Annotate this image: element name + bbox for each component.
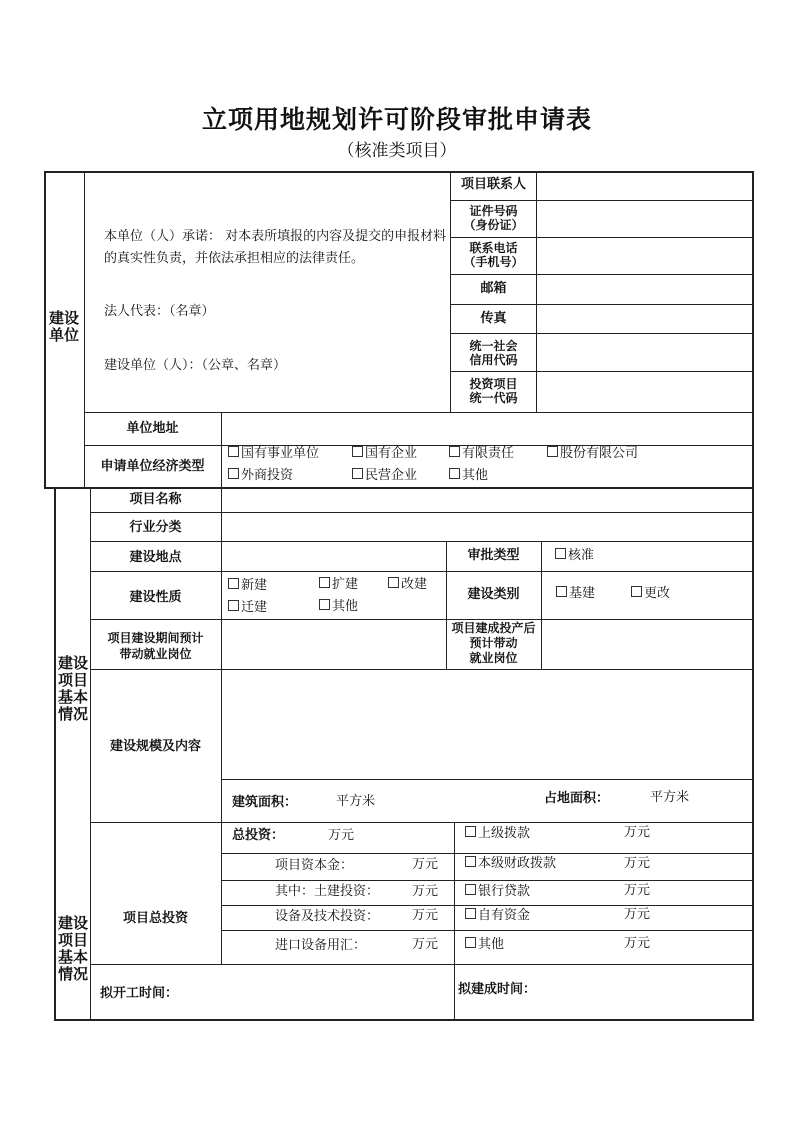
checkbox-box[interactable] [449,446,460,457]
total-investment-field-label: 总投资： [232,828,285,843]
unit-wanyuan: 万元 [412,857,439,872]
checkbox-new-build[interactable]: 新建 [228,578,267,594]
checkbox-relocate[interactable]: 迁建 [228,600,267,616]
industry-label: 行业分类 [129,520,182,535]
economic-type-label: 申请单位经济类型 [100,459,205,474]
unit-wanyuan: 万元 [624,907,651,922]
approval-type-label: 审批类型 [467,548,520,563]
unit-wanyuan: 万元 [412,884,439,899]
checkbox-state-institution[interactable]: 国有事业单位 [228,446,319,462]
checkbox-box[interactable] [319,577,330,588]
checkbox-bank-loan[interactable]: 银行贷款 [465,884,530,900]
jobs-during-label: 项目建设期间预计 带动就业岗位 [107,631,204,661]
start-time-label: 拟开工时间： [100,986,179,1001]
checkbox-box[interactable] [465,937,476,948]
checkbox-joint-stock[interactable]: 股份有限公司 [547,446,638,462]
civil-investment-label: 其中：土建投资： [275,884,380,899]
checkbox-box[interactable] [465,908,476,919]
checkbox-other-type[interactable]: 其他 [449,468,488,484]
email-label: 邮箱 [480,281,507,296]
checkbox-local-fiscal-funding[interactable]: 本级财政拨款 [465,856,556,872]
section-label-project: 建设项目基本情况 [57,654,88,723]
checkbox-renovation[interactable]: 更改 [631,586,670,602]
unit-wanyuan: 万元 [624,825,651,840]
checkbox-box[interactable] [388,577,399,588]
unit-wanyuan: 万元 [412,937,439,952]
project-name-label: 项目名称 [129,492,182,507]
floor-area-unit: 平方米 [336,794,376,809]
category-label: 建设类别 [467,587,520,602]
checkbox-foreign-investment[interactable]: 外商投资 [228,468,293,484]
checkbox-capital-construction[interactable]: 基建 [556,586,595,602]
checkbox-box[interactable] [465,826,476,837]
page-title: 立项用地规划许可阶段审批申请表 [201,105,592,134]
pledge-text: 本单位（人）承诺： 对本表所填报的内容及提交的申报材料的真实性负责，并依法承担相应的法律责任。 [104,229,447,266]
checkbox-box[interactable] [352,468,363,479]
finish-time-label: 拟建成时间： [458,982,537,997]
checkbox-expand[interactable]: 扩建 [319,577,358,593]
unit-wanyuan: 万元 [328,828,355,843]
fax-label: 传真 [480,311,507,326]
jobs-after-label: 项目建成投产后 预计带动 就业岗位 [451,621,536,665]
checkbox-rebuild[interactable]: 改建 [388,577,427,593]
checkbox-box[interactable] [228,578,239,589]
capital-label: 项目资本金： [275,858,354,873]
checkbox-limited-liability[interactable]: 有限责任 [449,446,514,462]
checkbox-private-enterprise[interactable]: 民营企业 [352,468,417,484]
checkbox-box[interactable] [556,586,567,597]
equipment-investment-label: 设备及技术投资： [275,909,380,924]
checkbox-box[interactable] [465,856,476,867]
contact-person-label: 项目联系人 [460,177,526,192]
id-number-label: 证件号码 （身份证） [463,204,524,232]
checkbox-box[interactable] [555,548,566,559]
section-label-applicant: 建设单位 [48,309,79,344]
checkbox-box[interactable] [465,884,476,895]
unit-wanyuan: 万元 [624,936,651,951]
checkbox-box[interactable] [352,446,363,457]
checkbox-box[interactable] [228,468,239,479]
legal-rep-signature: 法人代表：（名章） [104,304,215,319]
location-label: 建设地点 [129,550,182,565]
scale-label: 建设规模及内容 [109,739,201,754]
page-subtitle: （核准类项目） [337,141,457,161]
land-area-unit: 平方米 [650,790,690,805]
checkbox-box[interactable] [228,446,239,457]
unit-wanyuan: 万元 [624,883,651,898]
checkbox-approval[interactable]: 核准 [555,548,594,564]
checkbox-box[interactable] [319,599,330,610]
section-label-investment: 建设项目基本情况 [57,914,88,983]
address-label: 单位地址 [126,421,179,436]
checkbox-superior-funding[interactable]: 上级拨款 [465,826,530,842]
checkbox-box[interactable] [228,600,239,611]
project-code-label: 投资项目 统一代码 [469,377,518,405]
land-area-label: 占地面积： [544,791,610,806]
checkbox-box[interactable] [631,586,642,597]
credit-code-label: 统一社会 信用代码 [469,339,518,367]
floor-area-label: 建筑面积： [232,795,298,810]
unit-seal-signature: 建设单位（人）：（公章、名章） [104,358,287,373]
checkbox-box[interactable] [547,446,558,457]
nature-label: 建设性质 [129,590,182,605]
checkbox-state-enterprise[interactable]: 国有企业 [352,446,417,462]
checkbox-box[interactable] [449,468,460,479]
import-forex-label: 进口设备用汇： [275,938,367,953]
unit-wanyuan: 万元 [412,908,439,923]
unit-wanyuan: 万元 [624,856,651,871]
total-investment-label: 项目总投资 [122,911,188,926]
checkbox-other-funding[interactable]: 其他 [465,937,504,953]
phone-label: 联系电话 （手机号） [463,241,524,269]
checkbox-self-funding[interactable]: 自有资金 [465,908,530,924]
checkbox-other-nature[interactable]: 其他 [319,599,358,615]
